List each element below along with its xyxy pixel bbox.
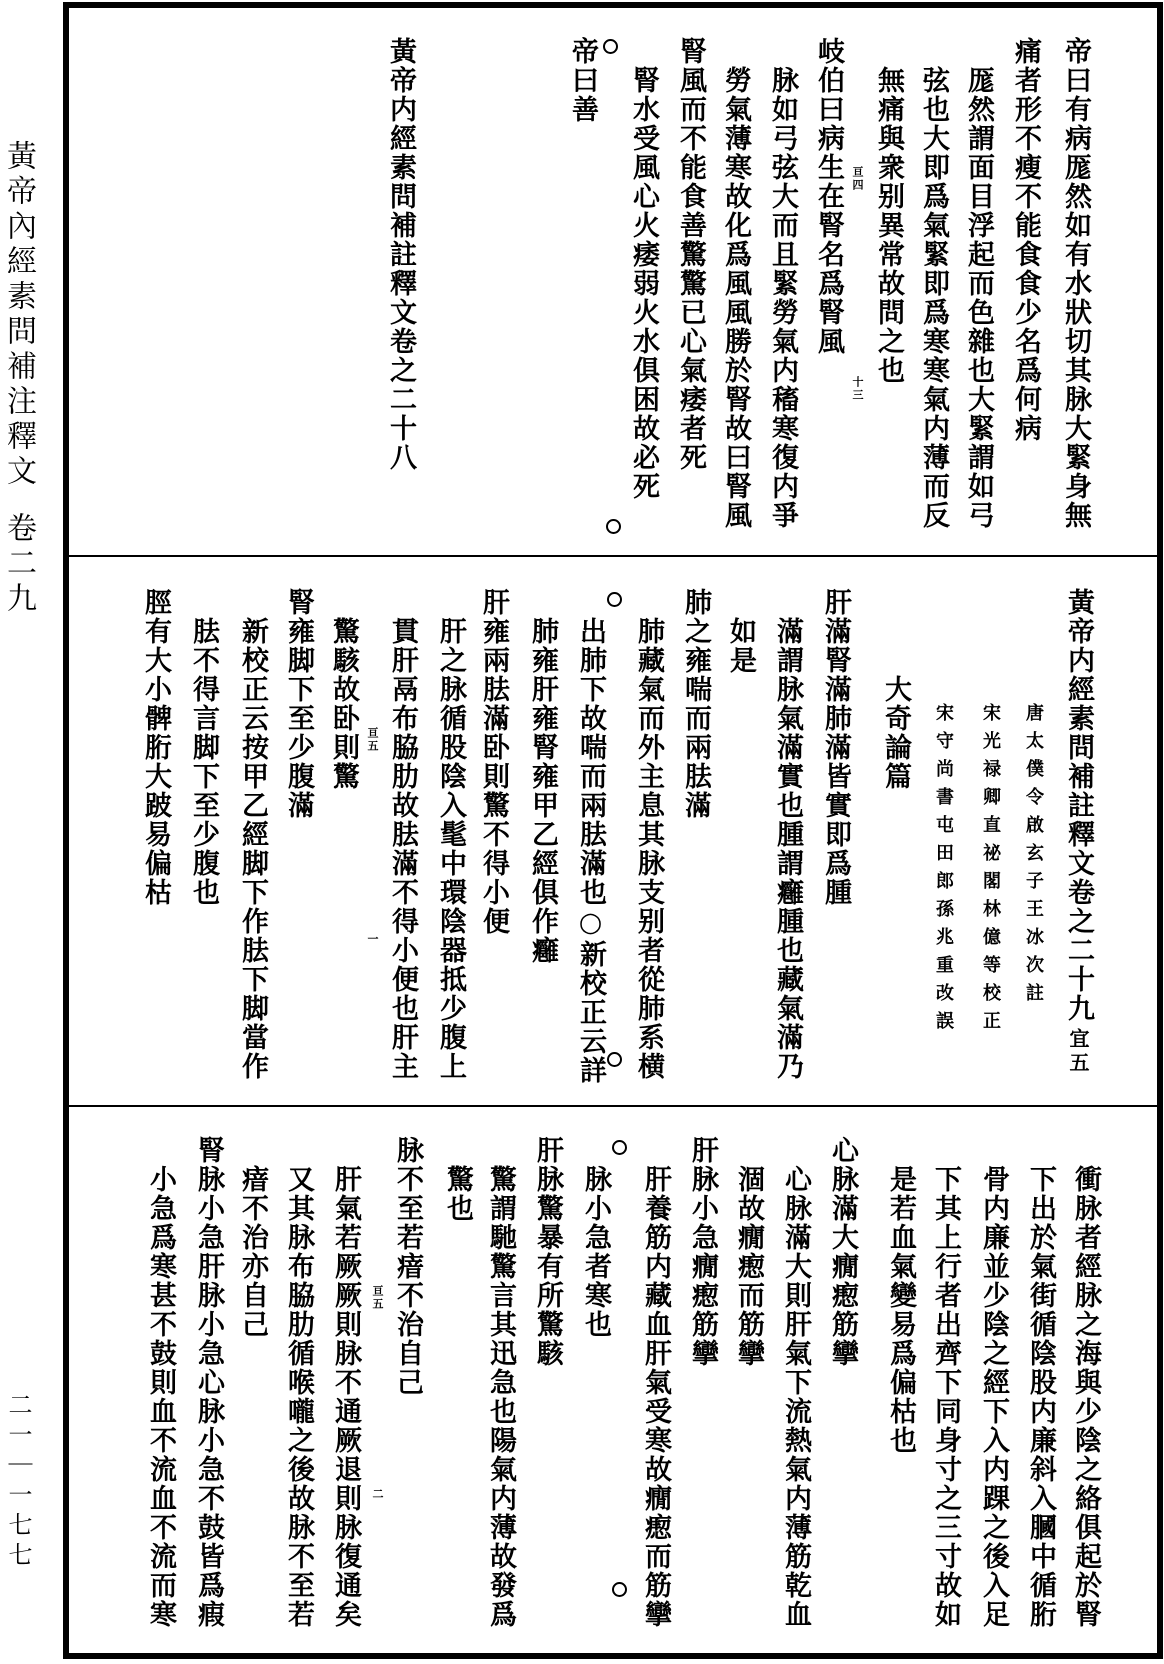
line-marker: 二	[371, 1488, 384, 1501]
annotation-column: 出肺下故喘而兩胠滿也○新校正云詳	[575, 617, 606, 1085]
author-credit: 唐太僕令啟玄子王冰次註	[1023, 703, 1044, 1011]
annotation-column: 下其上行者出齊下同身寸之三寸故如	[930, 1165, 961, 1629]
annotation-column: 胠不得言脚下至少腹也	[188, 617, 219, 907]
text-column: 肝脉小急癇瘛筋攣	[687, 1136, 718, 1368]
annotation-column: 肺藏氣而外主息其脉支别者從肺系横	[633, 617, 664, 1081]
circle-mark-icon	[612, 1582, 627, 1597]
annotation-column: 肝氣若厥厥則脉不通厥退則脉復通矣	[330, 1165, 361, 1629]
margin-page-number: 二一｜一七七	[4, 1392, 32, 1572]
annotation-column: 貫肝鬲布脇肋故胠滿不得小便也肝主	[387, 617, 418, 1081]
annotation-column: 驚謂馳驚言其迅急也陽氣内薄故發爲	[485, 1165, 516, 1629]
circle-mark-icon	[606, 519, 621, 534]
circle-mark-icon	[612, 1140, 627, 1155]
annotation-column: 腎水受風心火痿弱火水俱困故必死	[628, 66, 659, 501]
annotation-column: 涸故癇瘛而筋攣	[733, 1165, 764, 1368]
text-column: 心脉滿大癇瘛筋攣	[827, 1136, 858, 1368]
chapter-end-title: 黃帝内經素問補註釋文卷之二十八	[385, 37, 416, 472]
reviser-credit: 宋守尚書屯田郎孫兆重改誤	[933, 703, 954, 1039]
circle-mark-icon	[607, 592, 622, 607]
annotation-column: 新校正云按甲乙經脚下作胠下脚當作	[237, 617, 268, 1081]
text-column: 脉不至若瘖不治自己	[392, 1136, 423, 1397]
chapter-title-suffix: 宜五	[1066, 1028, 1090, 1076]
annotation-column: 衝脉者經脉之海與少陰之絡俱起於腎	[1070, 1165, 1101, 1629]
annotation-column: 無痛與衆别異常故問之也	[873, 66, 904, 385]
line-marker: 亘五	[366, 727, 379, 753]
circle-mark-icon	[603, 39, 618, 54]
text-column: 腎雍脚下至少腹滿	[283, 588, 314, 820]
annotation-column: 驚也	[442, 1165, 473, 1223]
annotation-column: 脉小急者寒也	[580, 1165, 611, 1339]
text-column: 脛有大小髀胻大跛易偏枯	[140, 588, 171, 907]
panel-divider-1	[69, 555, 1157, 557]
annotation-column: 又其脉布脇肋循喉嚨之後故脉不至若	[283, 1165, 314, 1629]
margin-book-title: 黃帝內經素問補注釋文	[1, 140, 36, 490]
text-column: 帝曰善	[567, 37, 598, 124]
section-heading: 大奇論篇	[880, 675, 911, 791]
line-marker: 一	[366, 933, 379, 946]
annotation-column: 滿謂脉氣滿實也腫謂癰腫也藏氣滿乃	[772, 617, 803, 1081]
text-column: 肺之雍喘而兩胠滿	[680, 588, 711, 820]
text-column: 腎脉小急肝脉小急心脉小急不鼓皆爲瘕	[193, 1136, 224, 1629]
panel-divider-2	[69, 1105, 1157, 1107]
text-column: 腎風而不能食善驚驚已心氣痿者死	[675, 37, 706, 472]
annotation-column: 弦也大即爲氣緊即爲寒寒氣内薄而反	[918, 66, 949, 530]
text-column: 岐伯曰病生在腎名爲腎風	[813, 37, 844, 356]
text-column: 肝脉驚暴有所驚駭	[532, 1136, 563, 1368]
annotation-column: 肝養筋内藏血肝氣受寒故癇瘛而筋攣	[640, 1165, 671, 1629]
annotation-column: 小急爲寒甚不鼓則血不流血不流而寒	[145, 1165, 176, 1629]
annotation-column: 厖然謂面目浮起而色雜也大緊謂如弓	[963, 66, 994, 530]
margin-volume-label: 卷二九	[1, 512, 36, 617]
annotation-column: 勞氣薄寒故化爲風風勝於腎故曰腎風	[720, 66, 751, 530]
line-marker: 十三	[851, 376, 864, 402]
annotation-column: 瘖不治亦自己	[237, 1165, 268, 1339]
chapter-title: 黃帝内經素問補註釋文卷之二十九	[1063, 588, 1094, 1023]
line-marker: 亘四	[851, 166, 864, 192]
annotation-column: 下出於氣街循陰股内廉斜入膕中循胻	[1025, 1165, 1056, 1629]
annotation-column: 是若血氣變易爲偏枯也	[885, 1165, 916, 1455]
text-column: 肝雍兩胠滿卧則驚不得小便	[478, 588, 509, 936]
editor-credit: 宋光禄卿直祕閣林億等校正	[980, 703, 1001, 1039]
annotation-column: 骨内廉並少陰之經下入内踝之後入足	[978, 1165, 1009, 1629]
annotation-column: 心脉滿大則肝氣下流熱氣内薄筋乾血	[780, 1165, 811, 1629]
text-column: 帝曰有病厖然如有水狀切其脉大緊身無	[1060, 37, 1091, 530]
circle-mark-icon	[607, 1052, 622, 1067]
annotation-column: 驚駭故卧則驚	[328, 617, 359, 791]
annotation-column: 肺雍肝雍腎雍甲乙經俱作癰	[527, 617, 558, 965]
line-marker: 亘五	[371, 1285, 384, 1311]
text-column: 肝滿腎滿肺滿皆實即爲腫	[820, 588, 851, 907]
annotation-column: 脉如弓弦大而且緊勞氣内稸寒復内爭	[767, 66, 798, 530]
text-column: 痛者形不瘦不能食食少名爲何病	[1010, 37, 1041, 443]
annotation-column: 如是	[725, 617, 756, 675]
annotation-column: 肝之脉循股陰入髦中環陰器抵少腹上	[435, 617, 466, 1081]
